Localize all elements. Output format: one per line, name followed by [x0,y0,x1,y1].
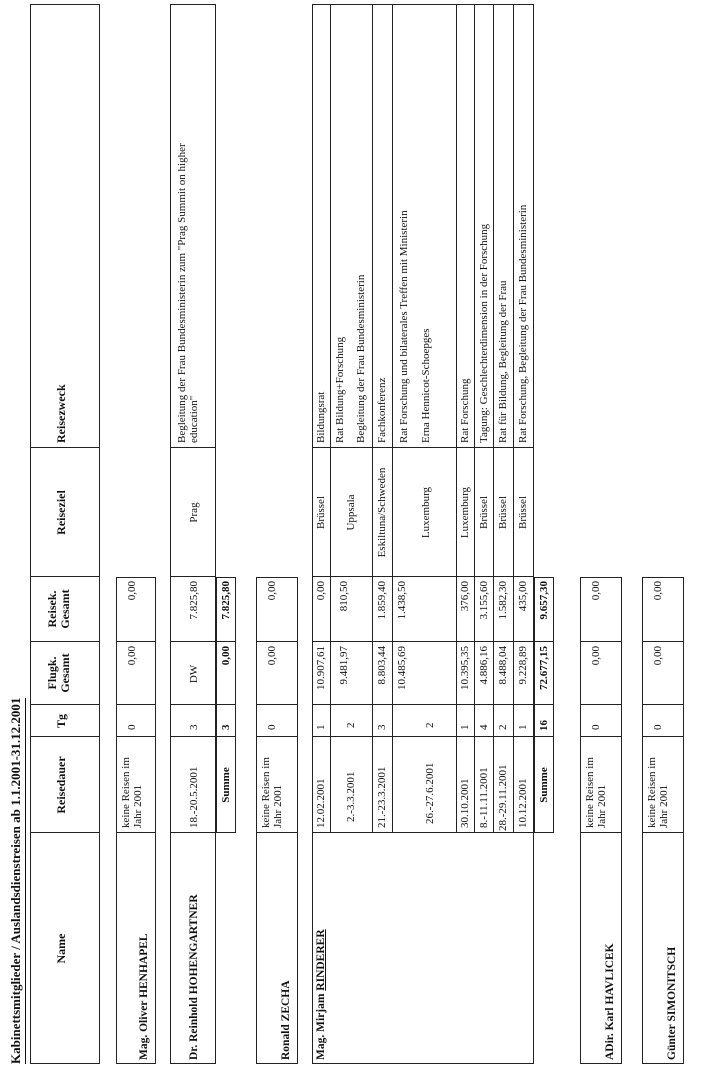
reisek-havlicek: 0,00 [590,581,602,601]
name-simonitsch: Günter SIMONITSCH [666,946,678,1060]
table-row: 30.10.2001 [459,778,471,828]
sum-tg-hohengartner: 3 [220,724,232,730]
header-name: Name [54,933,68,964]
no-trips-zecha: keine Reisen im Jahr 2001 [260,757,284,828]
header-reisedauer: Reisedauer [54,756,68,814]
table-row: 2.-3.3.2001 [345,771,357,822]
reisek-hohengartner: 7.825,80 [188,581,200,620]
no-trips-simonitsch: keine Reisen im Jahr 2001 [646,757,670,828]
flugk-havlicek: 0,00 [590,646,602,666]
flugk-simonitsch: 0,00 [652,646,664,666]
tg-havlicek: 0 [590,724,602,730]
flugk-zecha: 0,00 [266,646,278,666]
tg-simonitsch: 0 [652,724,664,730]
header-reisezweck: Reisezweck [54,384,68,443]
flugk-hohengartner: DW [188,664,200,684]
name-zecha: Ronald ZECHA [280,980,292,1060]
sum-flugk-rinderer: 72.677,15 [538,646,550,690]
header-reiseziel: Reiseziel [54,490,68,535]
table-row: 21.-23.3.2001 [376,766,388,828]
ziel-hohengartner: Prag [188,502,200,523]
tg-henhapel: 0 [126,724,138,730]
header-flugk: Flugk. Gesamt [45,653,72,693]
zweck-hohengartner: Begleitung der Frau Bundesministerin zum "Prag Summit on higher education" [176,143,200,443]
table-row: 8.-11.11.2001 [478,767,490,828]
reisek-zecha: 0,00 [266,581,278,601]
document-title: Kabinettsmitglieder / Auslandsdienstreisen ab 1.1.2001-31.12.2001 [8,698,26,1064]
table-row: 26.-27.6.2001 [424,762,436,824]
flugk-henhapel: 0,00 [126,646,138,666]
table-row: 28.-29.11.2001 [497,764,509,831]
tg-zecha: 0 [266,724,278,730]
table-row: 10.12.2001 [517,778,529,828]
sum-flugk-hohengartner: 0,00 [220,646,232,666]
name-henhapel: Mag. Oliver HENHAPEL [138,933,150,1060]
summe-label-hohengartner: Summe [220,767,232,803]
no-trips-henhapel: keine Reisen im Jahr 2001 [120,757,144,828]
sum-reisek-rinderer: 9.657,30 [538,581,550,620]
rotated-sheet: Kabinettsmitglieder / Auslandsdienstreisen ab 1.1.2001-31.12.2001 Name Reisedauer Tg Flugk. Gesamt Reisek. Gesamt Reiseziel Reisezweck Mag. Oliver HENHAPEL keine Reisen im Jahr 2001 0 0,00 0,00 Dr. Reinhold HOHENGARTNER 18.-20.5.2001 3 DW 7.825,80 Prag Begleitung der Frau Bundesministerin zum "Prag Summit on higher education" Summe 3 0,00 7.825,80 Ronald ZECHA keine Reisen im Jahr 2001 0 0,00 0,00 Mag. Mirjam RINDERER 12.02.2001 1 10.907,61 0,00 Brüssel Bildungsrat 2.-3.3.2001 2 9.481,97 810,50 Uppsala Rat Bildung+Forschung Begleitung der Frau Bundesministerin 21.-23.3.2001 3 8.803,44 1.859,40 Eskiltuna/Schweden Fachkonferenz 26.-27.6.2001 2 10.485,69 1.438,50 Luxemburg Rat Forschung und bilaterales Treffen mit Ministerin Erna Hennicot-Schoepges 30.10.2001 1 10.395,35 376,00 Luxemburg Rat Forschung 8.-11.11.2001 4 4.886,16 3.155,60 Brüssel Tagung: Geschlechterdimension in der Forschung 28.-29.11.2001 2 8.488,04 1.582,30 Brüssel Rat für Bildung, Begleitung der Frau 10.12.2001 1 9.228,89 435,00 Brüssel Rat Forschung, Begleitung der Frau Bundesministerin Summe 16 72.677,15 9.657,30 ADir. Karl HAVLICEK keine Reisen im Jahr 2001 0 0,00 0,00 Günter SIMONITSCH keine Reisen im Jahr 2001 0 0,00 0,00 [0,0,711,1080]
name-havlicek: ADir. Karl HAVLICEK [604,943,616,1060]
header-reisek: Reisek. Gesamt [45,589,72,629]
summe-label-rinderer: Summe [538,767,550,803]
sum-reisek-hohengartner: 7.825,80 [220,581,232,620]
sum-tg-rinderer: 16 [538,720,550,731]
dauer-hohengartner: 18.-20.5.2001 [188,766,200,828]
reisek-henhapel: 0,00 [126,581,138,601]
name-rinderer: Mag. Mirjam RINDERER [315,929,327,1060]
reisek-simonitsch: 0,00 [652,581,664,601]
table-row: 12.02.2001 [315,778,327,828]
no-trips-havlicek: keine Reisen im Jahr 2001 [584,757,608,828]
tg-hohengartner: 3 [188,724,200,730]
name-hohengartner: Dr. Reinhold HOHENGARTNER [188,894,200,1060]
header-tg: Tg [54,714,68,729]
